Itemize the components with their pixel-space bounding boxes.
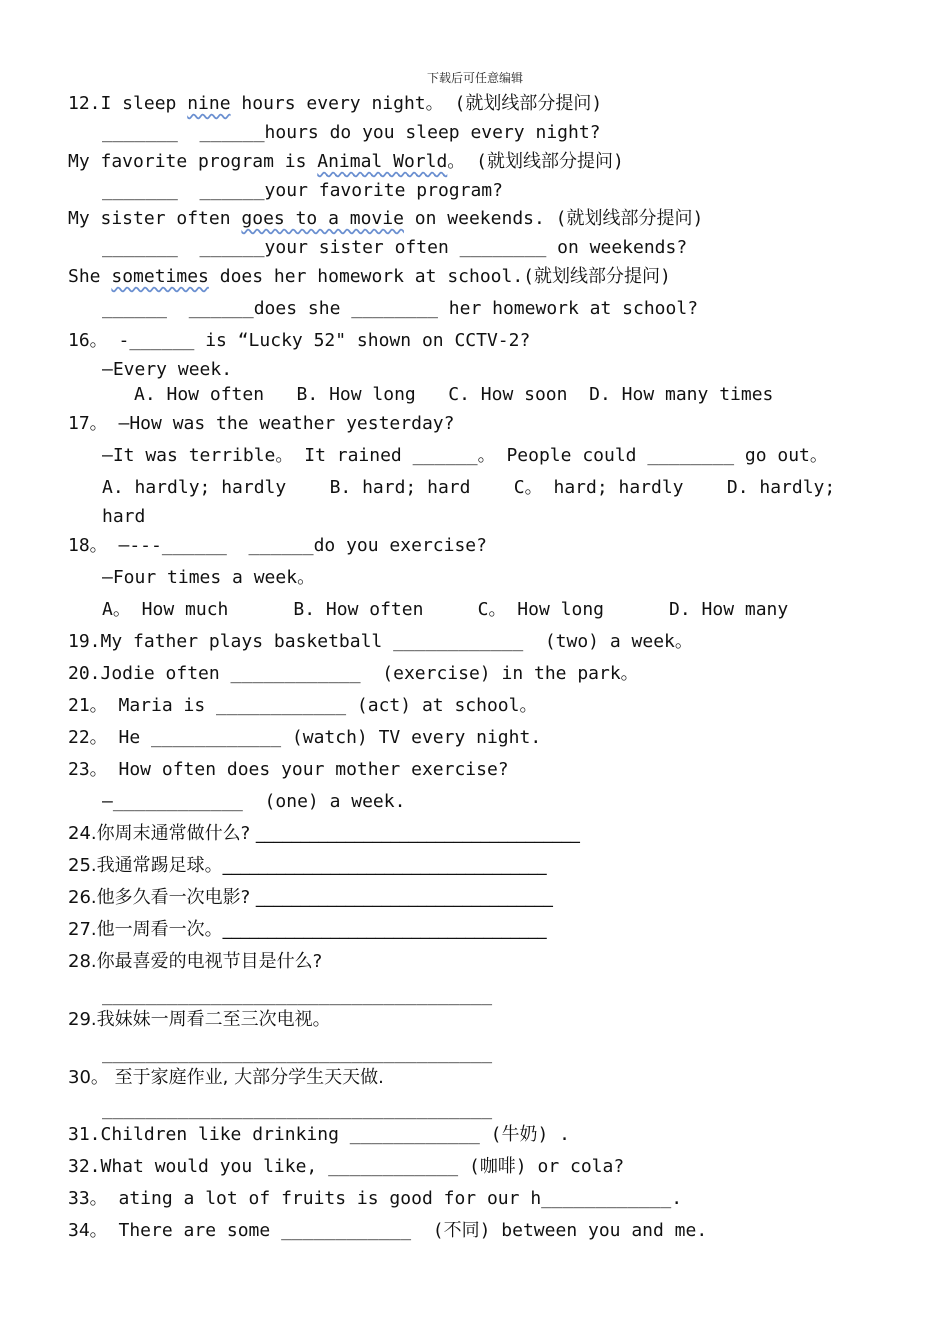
q14-answer-line: _______ ______your sister often ________ on weekends? bbox=[102, 237, 688, 258]
q16-response: —Every week. bbox=[102, 359, 233, 380]
q12-underlined: nine bbox=[187, 93, 231, 114]
q17-options-cont: hard bbox=[102, 506, 146, 527]
question-30: 30。 至于家庭作业, 大部分学生天天做. bbox=[68, 1067, 384, 1088]
q15-instruction: does her homework at school.(就划线部分提问) bbox=[208, 266, 671, 287]
question-12 bbox=[68, 92, 602, 116]
question-21: 21。 Maria is ____________ (act) at school。 bbox=[68, 695, 538, 716]
q14-text: My sister often bbox=[68, 208, 242, 229]
q15-answer-line: ______ ______does she ________ her homework at school? bbox=[102, 298, 699, 319]
question-25: 25.我通常踢足球。____________________________________ bbox=[68, 855, 547, 876]
q29-answer-line: ____________________________________ bbox=[102, 1043, 493, 1064]
q13-underlined: Animal World bbox=[317, 151, 448, 172]
question-15 bbox=[68, 265, 671, 289]
question-27: 27.他一周看一次。____________________________________ bbox=[68, 919, 547, 940]
q12-answer-line: _______ ______hours do you sleep every night? bbox=[102, 122, 601, 143]
q14-instruction: on weekends. (就划线部分提问) bbox=[403, 208, 704, 229]
question-19: 19.My father plays basketball ____________ (two) a week。 bbox=[68, 631, 693, 652]
q23-response: —____________ (one) a week. bbox=[102, 791, 406, 812]
q15-underlined: sometimes bbox=[111, 266, 209, 287]
q18-options: A。 How much B. How often C。 How long D. How many bbox=[102, 599, 789, 620]
question-24: 24.你周末通常做什么? ____________________________________ bbox=[68, 823, 580, 844]
q14-underlined: goes to a movie bbox=[241, 208, 404, 229]
question-18: 18。 —---______ ______do you exercise? bbox=[68, 535, 487, 556]
question-13 bbox=[68, 150, 624, 174]
q15-text: She bbox=[68, 266, 112, 287]
question-34: 34。 There are some ____________ (不同) between you and me. bbox=[68, 1220, 708, 1241]
question-26: 26.他多久看一次电影? _________________________________ bbox=[68, 887, 553, 908]
question-33: 33。 ating a lot of fruits is good for our h____________. bbox=[68, 1188, 683, 1209]
q12-text: 12.I sleep bbox=[68, 93, 188, 114]
question-20: 20.Jodie often ____________ (exercise) in the park。 bbox=[68, 663, 639, 684]
question-31: 31.Children like drinking ____________ (牛奶) . bbox=[68, 1124, 570, 1145]
question-32: 32.What would you like, ____________ (咖啡) or cola? bbox=[68, 1156, 625, 1177]
question-16: 16。 -______ is “Lucky 52" shown on CCTV-2? bbox=[68, 330, 531, 351]
q13-instruction: 。 (就划线部分提问) bbox=[447, 151, 624, 172]
page-header: 下载后可任意编辑 bbox=[426, 71, 523, 85]
q13-answer-line: _______ ______your favorite program? bbox=[102, 180, 503, 201]
question-29: 29.我妹妹一周看二至三次电视。 bbox=[68, 1009, 331, 1030]
q13-text: My favorite program is bbox=[68, 151, 318, 172]
q17-options: A. hardly; hardly B. hard; hard C。 hard; hardly D. hardly; bbox=[102, 477, 836, 498]
question-17: 17。 —How was the weather yesterday? bbox=[68, 413, 455, 434]
q30-answer-line: ____________________________________ bbox=[102, 1099, 493, 1120]
question-22: 22。 He ____________ (watch) TV every night. bbox=[68, 727, 542, 748]
q17-response: —It was terrible。 It rained ______。 People could ________ go out。 bbox=[102, 445, 828, 466]
q18-response: —Four times a week。 bbox=[102, 567, 316, 588]
question-23: 23。 How often does your mother exercise? bbox=[68, 759, 509, 780]
q16-options: A. How often B. How long C. How soon D. How many times bbox=[134, 384, 774, 405]
q28-answer-line: ____________________________________ bbox=[102, 985, 493, 1006]
question-14 bbox=[68, 207, 703, 231]
question-28: 28.你最喜爱的电视节目是什么? bbox=[68, 951, 323, 972]
q12-instruction: hours every night。 (就划线部分提问) bbox=[230, 93, 603, 114]
